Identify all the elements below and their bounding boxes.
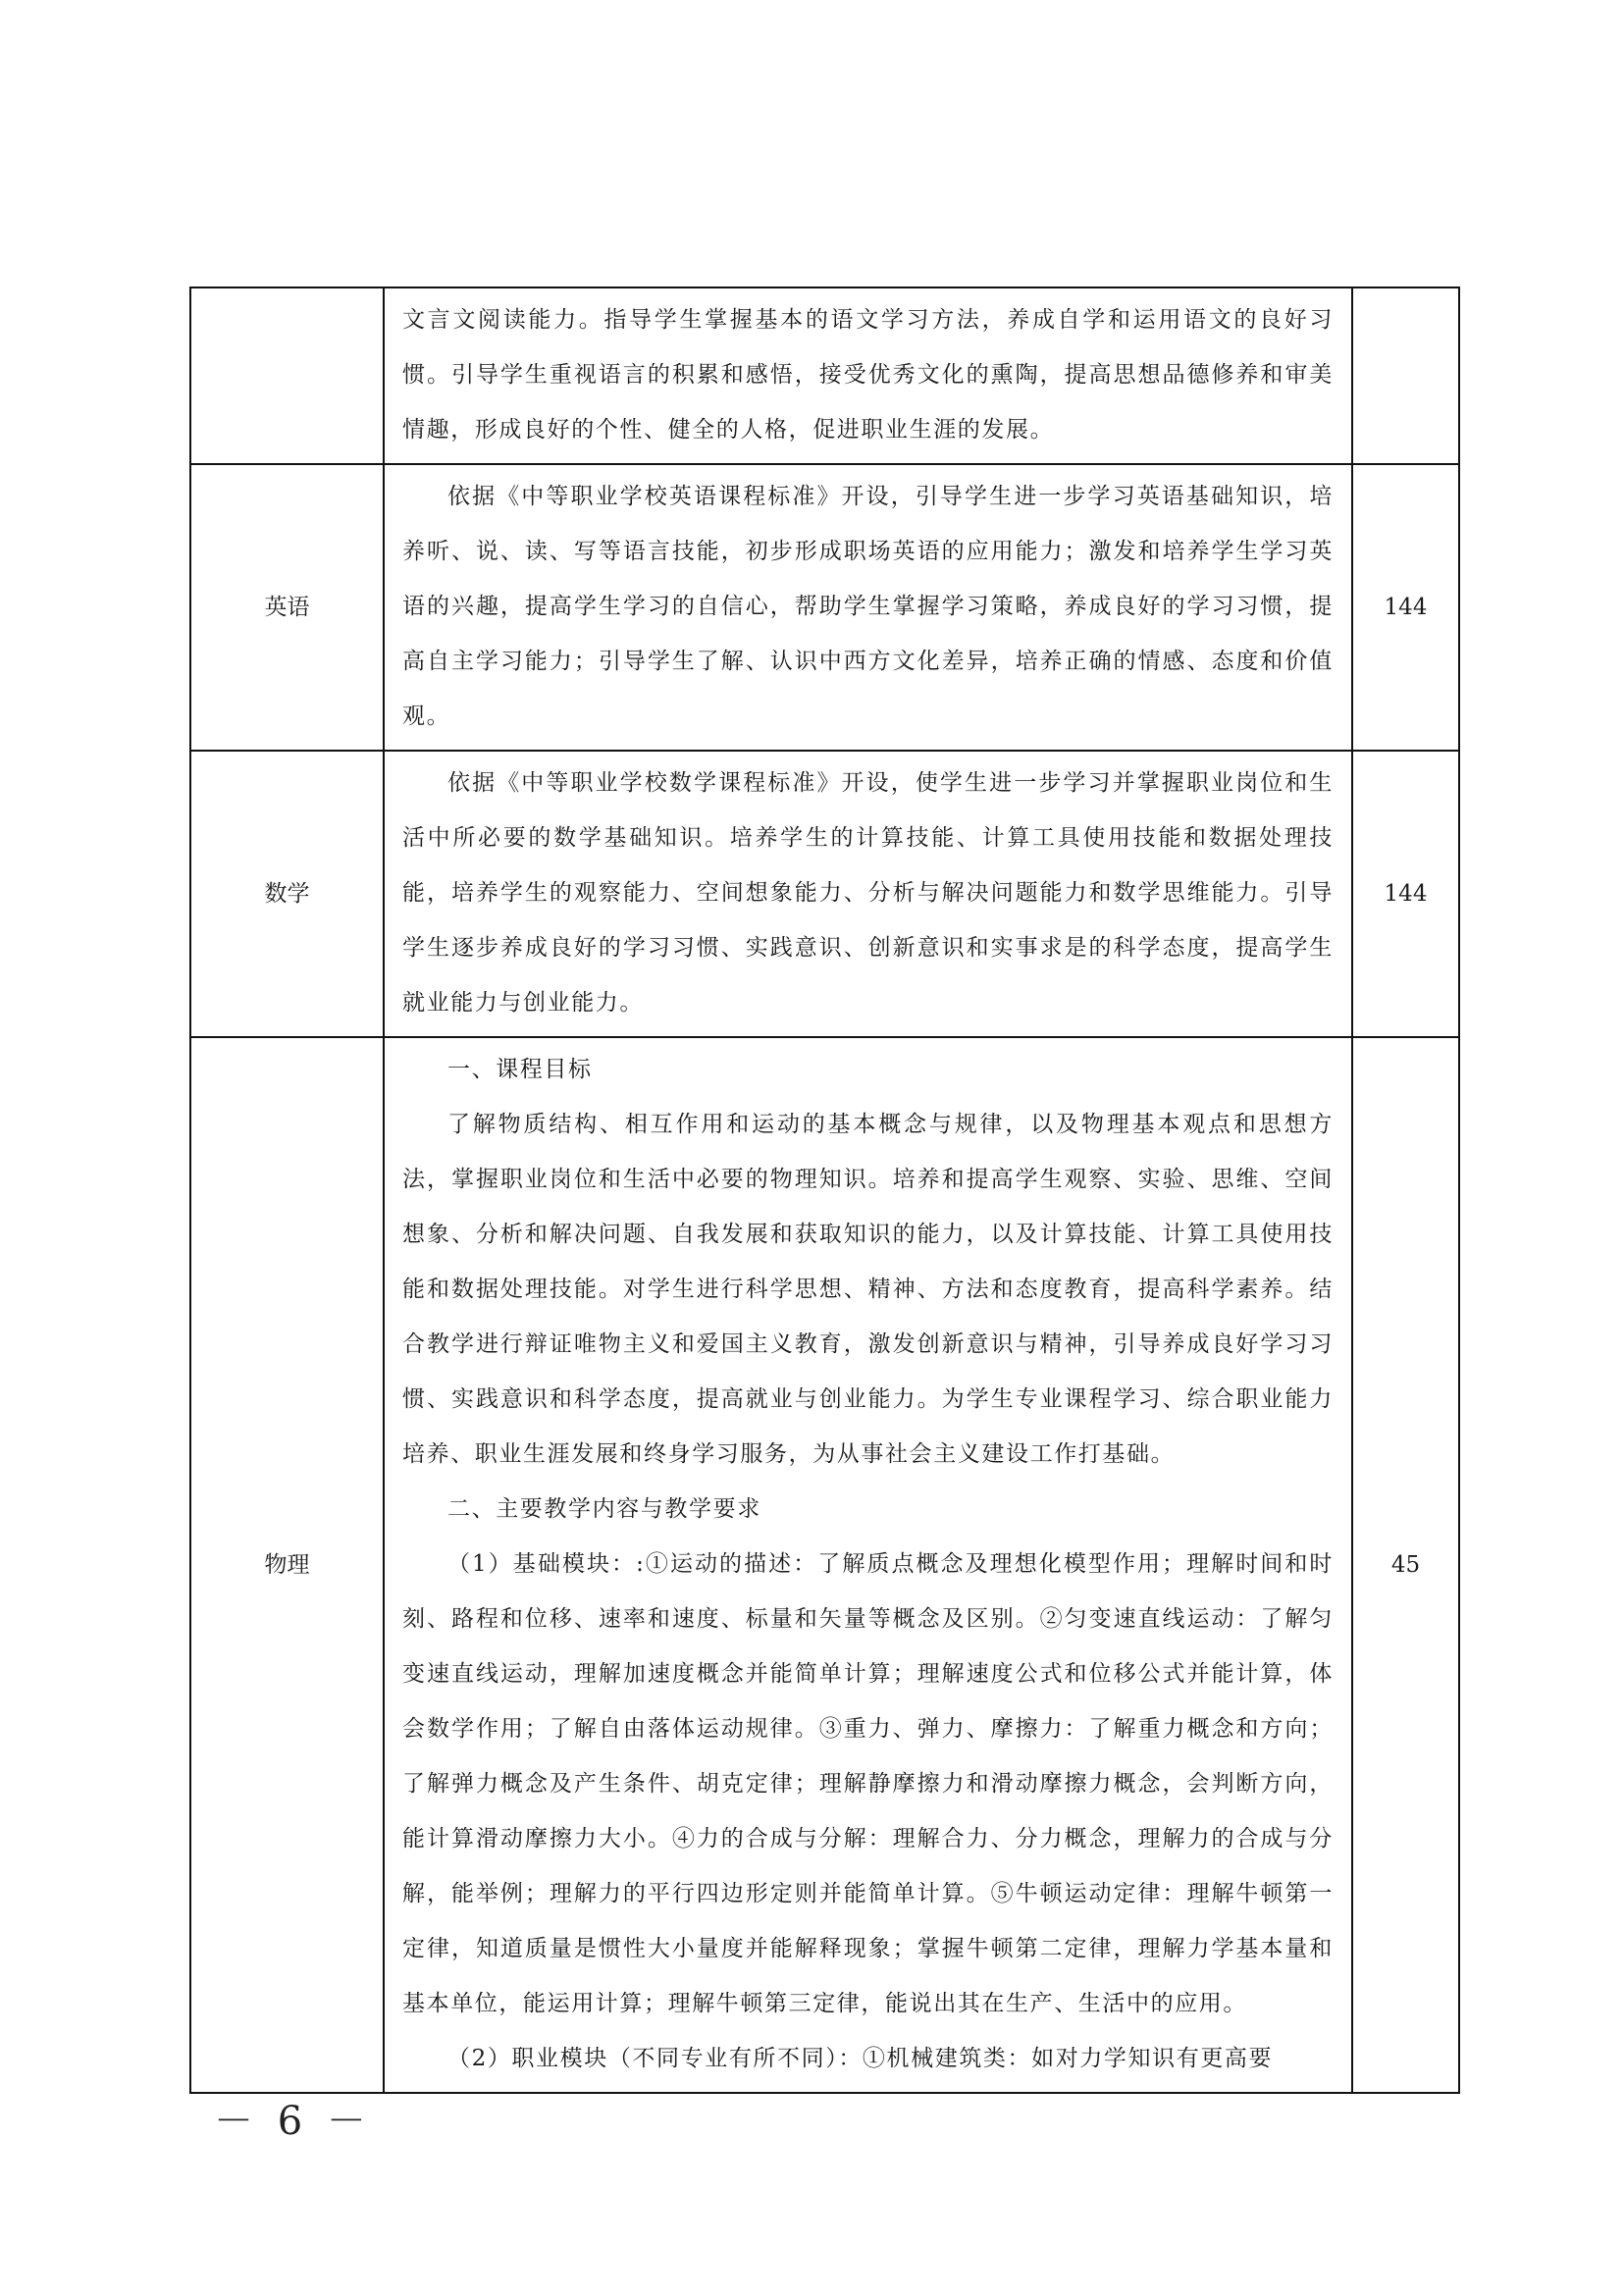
- table-row-physics: [190, 1037, 1459, 2093]
- section-heading: 一、课程目标: [447, 1057, 593, 1082]
- course-hours-cell: 45: [1352, 1037, 1459, 2093]
- table-row-chinese-continued: [190, 287, 1459, 464]
- course-name-cell: [190, 287, 384, 464]
- course-description-cell: [384, 1037, 1352, 2093]
- course-table: [189, 287, 1460, 2094]
- course-paragraph: 依据《中等职业学校数学课程标准》开设，使学生进一步学习并掌握职业岗位和生活中所必要的数学基础知识。培养学生的计算技能、计算工具使用技能和数据处理技能，培养学生的观察能力、空间想象能力、分析与解决问题能力和数学思维能力。引导学生逐步养成良好的学习习惯、实践意识、创新意识和实事求是的科学态度，提高学生就业能力与创业能力。: [402, 770, 1334, 1016]
- course-description-cell: [384, 287, 1352, 464]
- course-hours-cell: 144: [1352, 751, 1459, 1037]
- course-paragraph: 了解物质结构、相互作用和运动的基本概念与规律，以及物理基本观点和思想方法，掌握职业岗位和生活中必要的物理知识。培养和提高学生观察、实验、思维、空间想象、分析和解决问题、自我发展和获取知识的能力，以及计算技能、计算工具使用技能和数据处理技能。对学生进行科学思想、精神、方法和态度教育，提高科学素养。结合教学进行辩证唯物主义和爱国主义教育，激发创新意识与精神，引导养成良好学习习惯、实践意识和科学态度，提高就业与创业能力。为学生专业课程学习、综合职业能力培养、职业生涯发展和终身学习服务，为从事社会主义建设工作打基础。: [402, 1112, 1334, 1467]
- course-paragraph: 文言文阅读能力。指导学生掌握基本的语文学习方法，养成自学和运用语文的良好习惯。引导学生重视语言的积累和感悟，接受优秀文化的熏陶，提高思想品德修养和审美情趣，形成良好的个性、健全的人格，促进职业生涯的发展。: [402, 307, 1334, 443]
- course-paragraph: 依据《中等职业学校英语课程标准》开设，引导学生进一步学习英语基础知识，培养听、说、读、写等语言技能，初步形成职场英语的应用能力；激发和培养学生学习英语的兴趣，提高学生学习的自信心，帮助学生掌握学习策略，养成良好的学习习惯，提高自主学习能力；引导学生了解、认识中西方文化差异，培养正确的情感、态度和价值观。: [402, 484, 1334, 729]
- course-name-cell: 数学: [190, 751, 384, 1037]
- course-paragraph: （2）职业模块（不同专业有所不同）：①机械建筑类：如对力学知识有更高要: [447, 2046, 1274, 2071]
- section-heading: 二、主要教学内容与教学要求: [447, 1496, 761, 1522]
- page-number: － 6 －: [214, 2099, 372, 2144]
- course-name-cell: 英语: [190, 464, 384, 751]
- course-description-cell: [384, 464, 1352, 751]
- course-paragraph: （1）基础模块：:①运动的描述：了解质点概念及理想化模型作用；理解时间和时刻、路程和位移、速率和速度、标量和矢量等概念及区别。②匀变速直线运动：了解匀变速直线运动，理解加速度概念并能简单计算；理解速度公式和位移公式并能计算，体会数学作用；了解自由落体运动规律。③重力、弹力、摩擦力：了解重力概念和方向；了解弹力概念及产生条件、胡克定律；理解静摩擦力和滑动摩擦力概念，会判断方向，能计算滑动摩擦力大小。④力的合成与分解：理解合力、分力概念，理解力的合成与分解，能举例；理解力的平行四边形定则并能简单计算。⑤牛顿运动定律：理解牛顿第一定律，知道质量是惯性大小量度并能解释现象；掌握牛顿第二定律，理解力学基本量和基本单位，能运用计算；理解牛顿第三定律，能说出其在生产、生活中的应用。: [402, 1551, 1334, 2016]
- course-hours-cell: 144: [1352, 464, 1459, 751]
- course-hours-cell: [1352, 287, 1459, 464]
- table-row-english: [190, 464, 1459, 751]
- course-name-cell: 物理: [190, 1037, 384, 2093]
- course-description-cell: [384, 751, 1352, 1037]
- table-row-math: [190, 751, 1459, 1037]
